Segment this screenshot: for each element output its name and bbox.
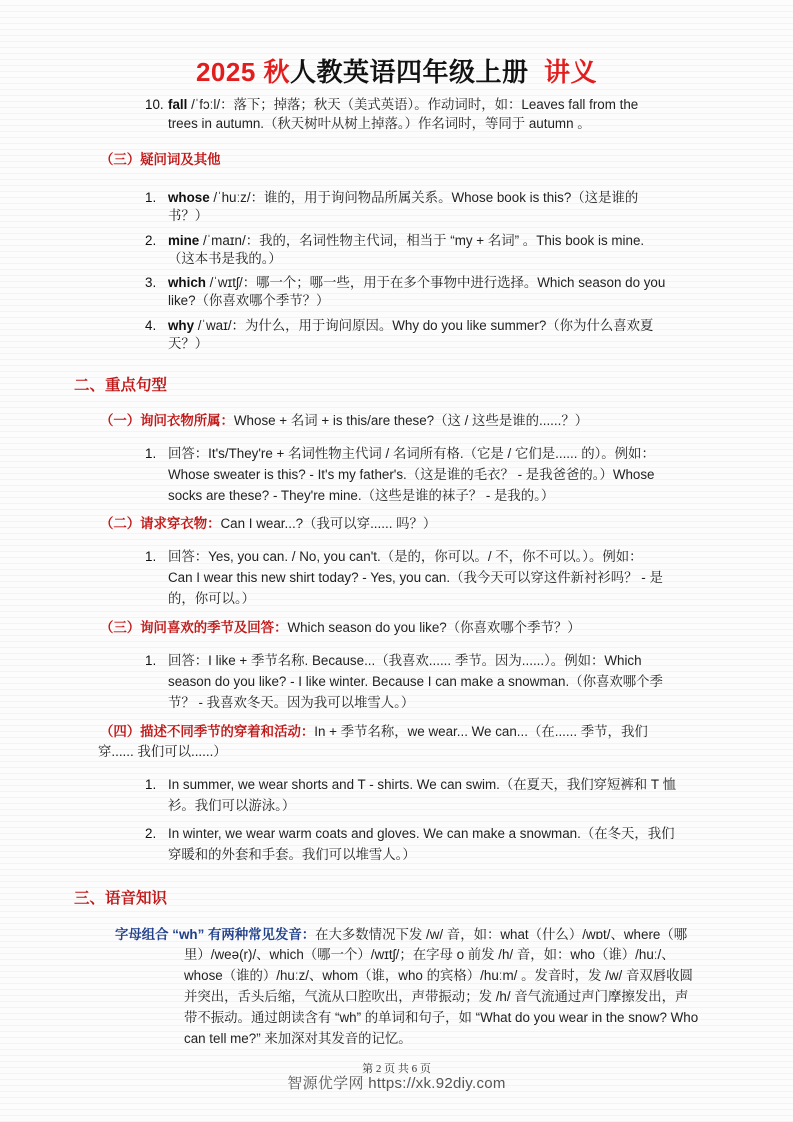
example-line: 衫。我们可以游泳。） xyxy=(168,798,296,813)
vocab-entry-line2: （这本书是我的。） xyxy=(168,251,282,266)
phonics-text: 在大多数情况下发 /w/ 音，如：what（什么）/wɒt/、where（哪 xyxy=(315,927,688,942)
section-heading xyxy=(100,150,221,170)
item-number: 3. xyxy=(145,275,157,290)
part-heading: 三、语音知识 xyxy=(74,890,168,907)
example-line: 回答：Yes, you can. / No, you can't.（是的，你可以。/ 不，你不可以。）。例如： xyxy=(168,549,643,564)
vocab-definition: /ˈwaɪ/：为什么，用于询问原因。Why do you like summer?（你为什么喜欢夏 xyxy=(194,318,654,333)
vocab-definition: /ˈhuːz/：谁的，用于询问物品所属关系。Whose book is this?（这是谁的 xyxy=(209,190,639,205)
vocab-entry-line1 xyxy=(168,95,638,115)
pattern-label: （四）描述不同季节的穿着和活动： xyxy=(100,724,315,739)
phonics-line xyxy=(115,925,687,945)
example-line: Can I wear this new shirt today? - Yes, you can.（我今天可以穿这件新衬衫吗？ - 是 xyxy=(168,570,663,585)
pattern-text: Whose + 名词 + is this/are these?（这 / 这些是谁的......？） xyxy=(233,413,589,428)
pattern-heading xyxy=(100,411,588,431)
watermark: 智源优学网 https://xk.92diy.com xyxy=(287,1075,506,1092)
section-heading-label: （三）疑问词及其他 xyxy=(100,152,221,167)
vocab-entry-line2: 天？） xyxy=(168,336,209,351)
phonics-line: 里）/weə(r)/、which（哪一个）/wɪtʃ/；在字母 o 前发 /h/ 音，如：who（谁）/huː/、 xyxy=(184,947,675,962)
page-title xyxy=(0,52,793,89)
part-heading: 二、重点句型 xyxy=(74,377,168,394)
example-line: In winter, we wear warm coats and gloves. We can make a snowman.（在冬天，我们 xyxy=(168,826,675,841)
title-main: 人教英语四年级上册 xyxy=(290,57,529,87)
vocab-word: whose xyxy=(168,190,210,205)
example-line: 的，你可以。） xyxy=(168,591,256,606)
vocab-entry-line2: 书？） xyxy=(168,208,209,223)
title-suffix: 讲义 xyxy=(544,57,598,87)
example-line: 回答：It's/They're + 名词性物主代词 / 名词所有格.（它是 / 它们是...... 的）。例如： xyxy=(168,446,655,461)
phonics-line: 并突出，舌头后缩，气流从口腔吹出，声带振动；发 /h/ 音气流通过声门摩擦发出，声 xyxy=(184,989,689,1004)
example-line: socks are these? - They're mine.（这些是谁的袜子？ - 是我的。） xyxy=(168,488,555,503)
example-line: 节？ - 我喜欢冬天。因为我可以堆雪人。） xyxy=(168,695,415,710)
example-line: Whose sweater is this? - It's my father's.（这是谁的毛衣？ - 是我爸爸的。）Whose xyxy=(168,467,655,482)
item-number: 2. xyxy=(145,233,157,248)
vocab-entry-line1 xyxy=(168,316,653,336)
item-number: 1. xyxy=(145,777,157,792)
vocab-entry-line2: trees in autumn.（秋天树叶从树上掉落。）作名词时，等同于 autumn 。 xyxy=(168,116,591,131)
example-line: season do you like? - I like winter. Because I can make a snowman.（你喜欢哪个季 xyxy=(168,674,663,689)
pattern-label: （一）询问衣物所属： xyxy=(100,413,234,428)
vocab-word: fall xyxy=(168,97,188,112)
phonics-line: whose（谁的）/huːz/、whom（谁，who 的宾格）/huːm/ 。发音时，发 /w/ 音双唇收圆 xyxy=(184,968,693,983)
page-number: 第 2 页 共 6 页 xyxy=(362,1063,431,1075)
pattern-text: Can I wear...?（我可以穿...... 吗？） xyxy=(220,516,437,531)
pattern-heading xyxy=(100,618,581,638)
vocab-word: why xyxy=(168,318,195,333)
vocab-entry-line2: like?（你喜欢哪个季节？） xyxy=(168,293,330,308)
pattern-heading xyxy=(100,514,436,534)
example-line: In summer, we wear shorts and T - shirts. We can swim.（在夏天，我们穿短裤和 T 恤 xyxy=(168,777,676,792)
example-line: 回答：I like + 季节名称. Because...（我喜欢...... 季节。因为......）。例如：Which xyxy=(168,653,642,668)
vocab-word: which xyxy=(168,275,206,290)
phonics-line: can tell me?” 来加深对其发音的记忆。 xyxy=(184,1031,412,1046)
vocab-definition: /ˈfɔːl/：落下；掉落；秋天（美式英语）。作动词时，如：Leaves fall from the xyxy=(187,97,639,112)
pattern-text: Which season do you like?（你喜欢哪个季节？） xyxy=(287,620,581,635)
pattern-label: （三）询问喜欢的季节及回答： xyxy=(100,620,288,635)
vocab-word: mine xyxy=(168,233,200,248)
item-number: 1. xyxy=(145,190,157,205)
vocab-entry-line1 xyxy=(168,273,665,293)
item-number: 4. xyxy=(145,318,157,333)
vocab-entry-line1 xyxy=(168,231,644,251)
pattern-text: In + 季节名称，we wear... We can...（在...... 季节，我们 xyxy=(314,724,648,739)
pattern-heading xyxy=(100,722,648,742)
item-number: 1. xyxy=(145,549,157,564)
vocab-entry-line1 xyxy=(168,188,638,208)
item-number: 2. xyxy=(145,826,157,841)
item-number: 1. xyxy=(145,446,157,461)
example-line: 穿暖和的外套和手套。我们可以堆雪人。） xyxy=(168,847,416,862)
vocab-definition: /ˈwɪtʃ/：哪一个；哪一些，用于在多个事物中进行选择。Which season do you xyxy=(205,275,666,290)
phonics-label: 字母组合 “wh” 有两种常见发音： xyxy=(115,927,316,942)
item-number: 10. xyxy=(145,97,164,112)
pattern-text-cont: 穿...... 我们可以......） xyxy=(98,744,227,759)
item-number: 1. xyxy=(145,653,157,668)
phonics-line: 带不振动。通过朗读含有 “wh” 的单词和句子，如 “What do you wear in the snow? Who xyxy=(184,1010,699,1025)
pattern-label: （二）请求穿衣物： xyxy=(100,516,221,531)
vocab-definition: /ˈmaɪn/：我的，名词性物主代词，相当于 “my + 名词” 。This book is mine. xyxy=(199,233,645,248)
title-year: 2025 秋 xyxy=(195,57,291,87)
